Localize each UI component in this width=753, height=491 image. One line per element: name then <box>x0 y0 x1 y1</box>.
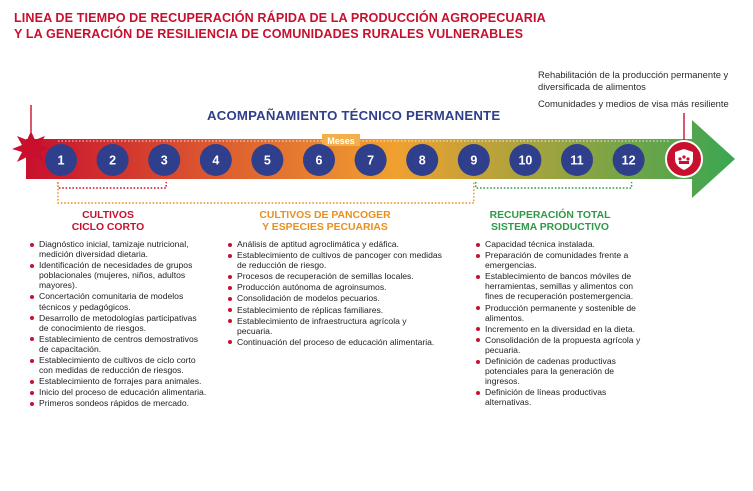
phase-3-bracket <box>476 182 632 188</box>
list-item: Inicio del proceso de educación alimentaria. <box>28 387 208 397</box>
phase-3-title-line-2: SISTEMA PRODUCTIVO <box>491 222 609 233</box>
list-item: Establecimiento de cultivos de ciclo corto con medidas de reducción de riesgos. <box>28 355 208 375</box>
list-item: Producción autónoma de agroinsumos. <box>226 282 442 292</box>
list-item: Identificación de necesidades de grupos poblacionales (mujeres, niños, adultos mayores). <box>28 260 208 290</box>
list-item: Consolidación de la propuesta agrícola y pecuaria. <box>474 335 644 355</box>
month-marker-5 <box>251 144 283 176</box>
list-item: Establecimiento de bancos móviles de herramientas, semillas y alimentos con fines de recuperación postemergencia. <box>474 271 644 301</box>
list-item: Concertación comunitaria de modelos técnicos y pedagógicos. <box>28 291 208 311</box>
month-marker-12 <box>613 144 645 176</box>
month-marker-11 <box>561 144 593 176</box>
list-item: Establecimiento de forrajes para animales. <box>28 376 208 386</box>
month-marker-1 <box>45 144 77 176</box>
list-item: Diagnóstico inicial, tamizaje nutricional, medición diversidad dietaria. <box>28 239 208 259</box>
months-label: Meses <box>327 136 355 146</box>
technical-support-heading: ACOMPAÑAMIENTO TÉCNICO PERMANENTE <box>207 108 501 123</box>
phase-1-title-line-2: CICLO CORTO <box>71 222 145 233</box>
shield-icon <box>666 113 702 177</box>
list-item: Desarrollo de metodologías participativas de conocimiento de riesgos. <box>28 313 208 333</box>
month-label: 3 <box>160 153 168 168</box>
month-marker-9 <box>458 144 490 176</box>
phase-1-list <box>28 239 208 410</box>
phase-2-list <box>226 239 442 348</box>
phase-1-title-line-1: CULTIVOS <box>82 210 134 221</box>
month-label: 12 <box>621 153 636 168</box>
month-label: 4 <box>212 153 220 168</box>
phase-2-title-line-2: Y ESPECIES PECUARIAS <box>262 222 388 233</box>
month-label: 10 <box>518 153 533 168</box>
list-item: Definición de cadenas productivas potenciales para la generación de ingresos. <box>474 356 644 386</box>
list-item: Consolidación de modelos pecuarios. <box>226 293 442 303</box>
outcome-resilience: Comunidades y medios de visa más resiliente <box>538 98 729 109</box>
month-marker-2 <box>97 144 129 176</box>
phase-3-list <box>474 239 644 409</box>
list-item: Incremento en la diversidad en la dieta. <box>474 324 644 334</box>
phase-3-title-line-1: RECUPERACIÓN TOTAL <box>489 210 611 221</box>
timeline-diagram <box>0 0 753 215</box>
list-item: Primeros sondeos rápidos de mercado. <box>28 398 208 408</box>
page-title-line-2: Y LA GENERACIÓN DE RESILIENCIA DE COMUNIDADES RURALES VULNERABLES <box>14 27 524 41</box>
list-item: Establecimiento de centros demostrativos de capacitación. <box>28 334 208 354</box>
phase-2-title-line-1: CULTIVOS DE PANCOGER <box>259 210 391 221</box>
month-marker-3 <box>148 144 180 176</box>
month-label: 6 <box>315 153 323 168</box>
list-item: Establecimiento de infraestructura agrícola y pecuaria. <box>226 316 442 336</box>
list-item: Continuación del proceso de educación alimentaria. <box>226 337 442 347</box>
month-label: 7 <box>367 153 375 168</box>
month-label: 11 <box>570 153 584 168</box>
month-marker-10 <box>509 144 541 176</box>
month-marker-4 <box>200 144 232 176</box>
outcome-production: Rehabilitación de la producción permanente y diversificada de alimentos <box>538 69 729 92</box>
page-title-line-1: LINEA DE TIEMPO DE RECUPERACIÓN RÁPIDA DE LA PRODUCCIÓN AGROPECUARIA <box>14 11 546 25</box>
month-marker-8 <box>406 144 438 176</box>
list-item: Establecimiento de réplicas familiares. <box>226 305 442 315</box>
list-item: Definición de líneas productivas alternativas. <box>474 387 644 407</box>
month-label: 5 <box>263 153 271 168</box>
list-item: Producción permanente y sostenible de alimentos. <box>474 303 644 323</box>
phase-3-title <box>475 210 625 234</box>
list-item: Establecimiento de cultivos de pancoger con medidas de reducción de riesgo. <box>226 250 442 270</box>
month-label: 1 <box>57 153 65 168</box>
list-item: Capacidad técnica instalada. <box>474 239 644 249</box>
month-marker-6 <box>303 144 335 176</box>
list-item: Procesos de recuperación de semillas locales. <box>226 271 442 281</box>
phase-2-title <box>245 210 405 234</box>
list-item: Análisis de aptitud agroclimática y edáfica. <box>226 239 442 249</box>
phase-2-bracket <box>58 182 474 203</box>
month-label: 8 <box>418 153 426 168</box>
list-item: Preparación de comunidades frente a emergencias. <box>474 250 644 270</box>
phase-1-bracket <box>58 182 166 188</box>
month-label: 9 <box>470 153 478 168</box>
month-label: 2 <box>109 153 117 168</box>
phase-1-title <box>38 210 178 234</box>
month-marker-7 <box>355 144 387 176</box>
